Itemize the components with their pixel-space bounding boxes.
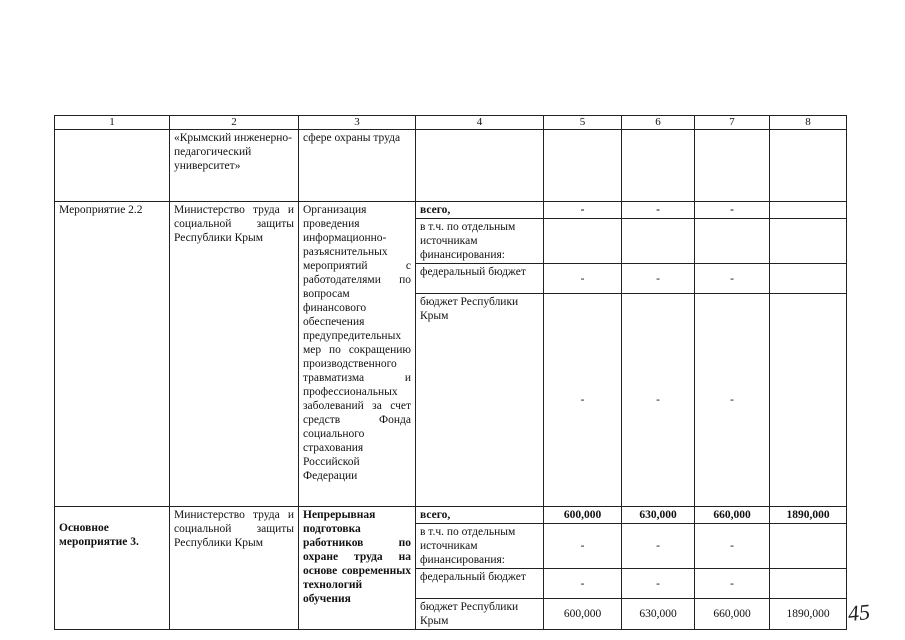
empty-cell (544, 130, 622, 202)
value-cell: - (695, 569, 770, 599)
value-cell: - (695, 294, 770, 507)
col-header: 7 (695, 116, 770, 130)
value-cell: - (695, 202, 770, 219)
source-cell: федеральный бюджет (416, 569, 544, 599)
measure-name-cell: Мероприятие 2.2 (55, 202, 170, 507)
value-cell: 660,000 (695, 599, 770, 630)
col-header: 5 (544, 116, 622, 130)
empty-cell (622, 130, 695, 202)
table-row (55, 130, 847, 202)
source-cell: в т.ч. по отдельным источникам финансирования: (416, 219, 544, 264)
value-cell: 630,000 (622, 507, 695, 524)
value-cell: 660,000 (695, 507, 770, 524)
source-cell: всего, (416, 202, 544, 219)
table-row (55, 202, 847, 219)
value-cell (770, 294, 847, 507)
value-cell: 600,000 (544, 507, 622, 524)
value-cell: - (544, 569, 622, 599)
value-cell: - (695, 264, 770, 294)
value-cell: 1890,000 (770, 507, 847, 524)
empty-cell (770, 130, 847, 202)
executor-cell: Министерство труда и социальной защиты Республики Крым (170, 202, 299, 507)
measure-cell: Организация проведения информационно-разъяснительных мероприятий с работодателями по вопросам финансового обеспечения предупредительных мер по сокращению производственного травматизма и профессиональных заболеваний за счет средств Фонда социального страхования Российской Федерации (299, 202, 416, 507)
col-header: 8 (770, 116, 847, 130)
page-number: 45 (846, 598, 872, 627)
value-cell: - (544, 294, 622, 507)
source-cell: федеральный бюджет (416, 264, 544, 294)
col-header: 1 (55, 116, 170, 130)
executor-cell: «Крымский инженерно-педагогический университет» (170, 130, 299, 202)
col-header: 4 (416, 116, 544, 130)
table-row (55, 507, 847, 524)
source-cell: бюджет Республики Крым (416, 294, 544, 507)
value-cell (695, 219, 770, 264)
budget-table (54, 115, 847, 630)
source-cell: всего, (416, 507, 544, 524)
value-cell (770, 264, 847, 294)
value-cell: - (622, 202, 695, 219)
value-cell (770, 219, 847, 264)
column-number-row (55, 116, 847, 130)
value-cell: - (544, 524, 622, 569)
measure-name-cell: Основное мероприятие 3. (55, 507, 170, 630)
value-cell: 630,000 (622, 599, 695, 630)
source-cell: бюджет Республики Крым (416, 599, 544, 630)
empty-cell (416, 130, 544, 202)
measure-cell: Непрерывная подготовка работников по охране труда на основе современных технологий обучения (299, 507, 416, 630)
value-cell: - (544, 202, 622, 219)
empty-cell (55, 130, 170, 202)
value-cell: 600,000 (544, 599, 622, 630)
col-header: 3 (299, 116, 416, 130)
value-cell: - (695, 524, 770, 569)
value-cell: - (622, 294, 695, 507)
value-cell (544, 219, 622, 264)
col-header: 2 (170, 116, 299, 130)
value-cell (770, 202, 847, 219)
empty-cell (695, 130, 770, 202)
value-cell (622, 219, 695, 264)
col-header: 6 (622, 116, 695, 130)
value-cell: - (544, 264, 622, 294)
value-cell (770, 569, 847, 599)
value-cell: 1890,000 (770, 599, 847, 630)
value-cell (770, 524, 847, 569)
executor-cell: Министерство труда и социальной защиты Республики Крым (170, 507, 299, 630)
source-cell: в т.ч. по отдельным источникам финансирования: (416, 524, 544, 569)
value-cell: - (622, 524, 695, 569)
measure-cell: сфере охраны труда (299, 130, 416, 202)
value-cell: - (622, 264, 695, 294)
value-cell: - (622, 569, 695, 599)
